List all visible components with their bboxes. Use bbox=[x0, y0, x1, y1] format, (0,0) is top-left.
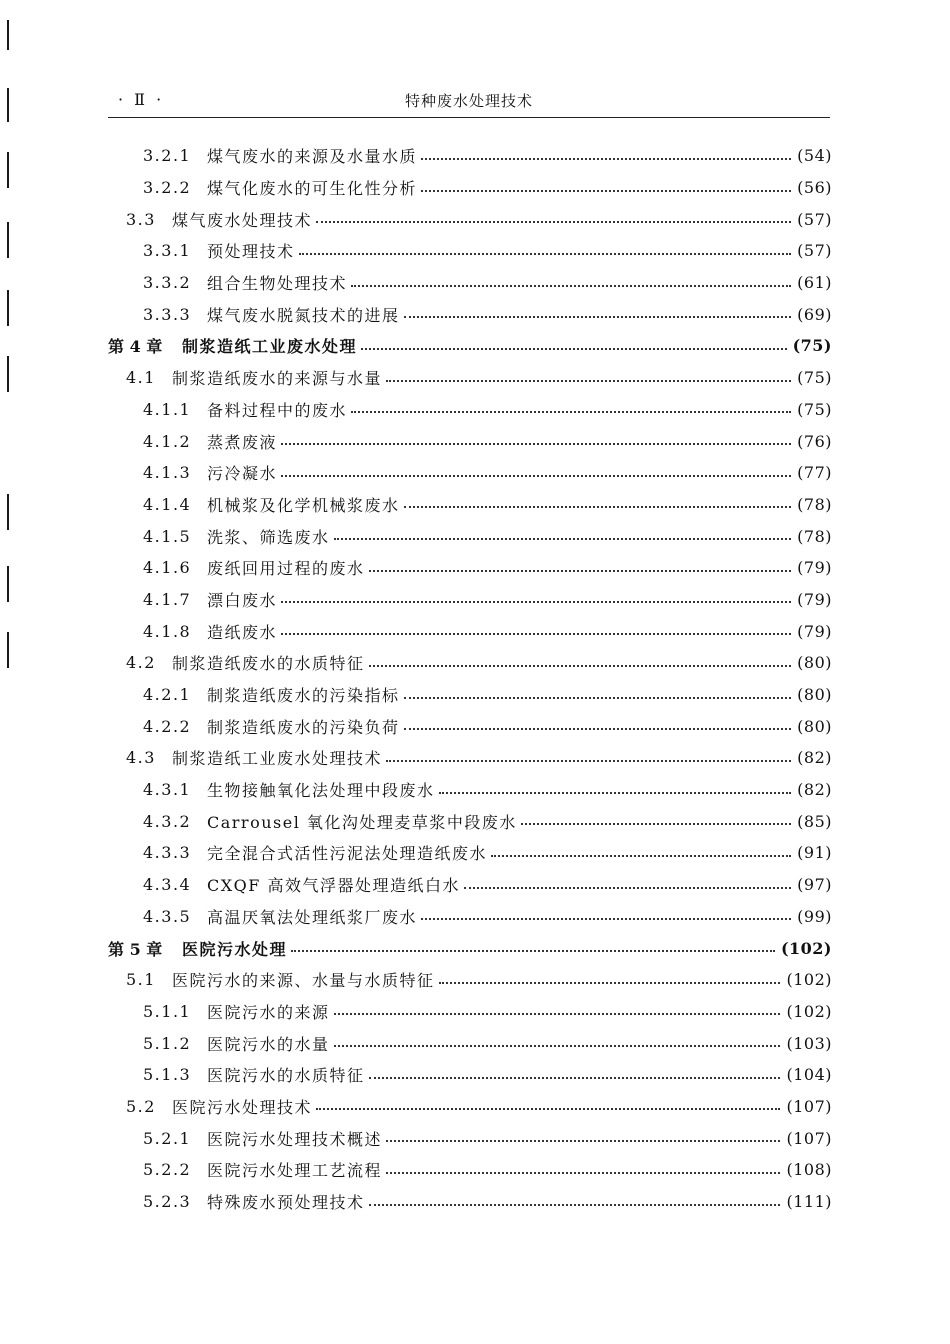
toc-entry-number: 4.3.5 bbox=[143, 906, 192, 926]
toc-entry-page: (102) bbox=[786, 970, 832, 990]
toc-entry-page: (54) bbox=[797, 146, 832, 166]
toc-dot-leader bbox=[281, 443, 791, 445]
toc-entry-page: (108) bbox=[786, 1160, 832, 1180]
toc-entry-sub bbox=[108, 172, 832, 204]
toc-entry-title: 煤气废水处理技术 bbox=[172, 210, 313, 230]
toc-entry-number: 3.3 bbox=[126, 209, 156, 229]
toc-entry-number: 第 5 章 bbox=[108, 939, 163, 959]
toc-dot-leader bbox=[369, 1077, 781, 1079]
toc-entry-number: 4.1.1 bbox=[143, 399, 192, 419]
toc-entry-number: 4.3.3 bbox=[143, 843, 192, 863]
toc-entry-sub bbox=[108, 710, 832, 742]
toc-dot-leader bbox=[386, 1140, 780, 1142]
toc-dot-leader bbox=[351, 411, 791, 413]
toc-entry-number: 4.3 bbox=[126, 748, 156, 768]
toc-dot-leader bbox=[521, 823, 791, 825]
toc-entry-sub bbox=[108, 520, 832, 552]
toc-entry-title: 制浆造纸工业废水处理 bbox=[182, 337, 358, 357]
toc-entry-title: 煤气废水脱氮技术的进展 bbox=[207, 305, 400, 325]
toc-entry-page: (85) bbox=[797, 811, 832, 831]
toc-dot-leader bbox=[281, 475, 791, 477]
scan-mark bbox=[7, 494, 9, 530]
toc-entry-page: (61) bbox=[797, 273, 832, 293]
toc-entry-sub bbox=[108, 298, 832, 330]
toc-entry-title: 组合生物处理技术 bbox=[207, 274, 348, 294]
toc-entry-number: 4.1.6 bbox=[143, 558, 192, 578]
scan-mark bbox=[7, 88, 9, 122]
toc-entry-page: (91) bbox=[797, 843, 832, 863]
toc-entry-sub bbox=[108, 235, 832, 267]
toc-entry-page: (80) bbox=[797, 685, 832, 705]
toc-entry-page: (57) bbox=[797, 209, 832, 229]
toc-entry-sub bbox=[108, 457, 832, 489]
toc-entry-number: 3.3.2 bbox=[143, 273, 192, 293]
toc-entry-sub bbox=[108, 837, 832, 869]
toc-entry-number: 4.3.2 bbox=[143, 811, 192, 831]
toc-entry-sub bbox=[108, 1154, 832, 1186]
toc-entry-number: 4.3.4 bbox=[143, 875, 192, 895]
toc-dot-leader bbox=[351, 285, 791, 287]
toc-dot-leader bbox=[421, 918, 791, 920]
toc-entry-chapter bbox=[108, 330, 832, 362]
header-book-title: 特种废水处理技术 bbox=[404, 92, 533, 110]
toc-entry-page: (79) bbox=[797, 558, 832, 578]
toc-entry-sub bbox=[108, 394, 832, 426]
toc-entry-sub bbox=[108, 425, 832, 457]
toc-entry-sub bbox=[108, 1186, 832, 1218]
page-header bbox=[108, 84, 830, 118]
toc-entry-title: 制浆造纸废水的水质特征 bbox=[172, 654, 365, 674]
toc-entry-title: 完全混合式活性污泥法处理造纸废水 bbox=[207, 844, 488, 864]
toc-entry-page: (69) bbox=[797, 304, 832, 324]
toc-entry-section bbox=[108, 742, 832, 774]
toc-entry-section bbox=[108, 362, 832, 394]
toc-entry-number: 4.2.1 bbox=[143, 685, 192, 705]
toc-entry-title: 污冷凝水 bbox=[207, 464, 278, 484]
toc-entry-number: 第 4 章 bbox=[108, 337, 163, 357]
toc-dot-leader bbox=[334, 1045, 781, 1047]
toc-entry-title: 煤气化废水的可生化性分析 bbox=[207, 179, 418, 199]
toc-dot-leader bbox=[404, 506, 792, 508]
header-page-number: · Ⅱ · bbox=[118, 90, 165, 109]
toc-entry-page: (76) bbox=[797, 431, 832, 451]
toc-entry-number: 5.1 bbox=[126, 970, 156, 990]
toc-dot-leader bbox=[404, 697, 792, 699]
toc-entry-page: (79) bbox=[797, 621, 832, 641]
toc-entry-title: Carrousel 氧化沟处理麦草浆中段废水 bbox=[207, 812, 517, 832]
toc-dot-leader bbox=[404, 316, 792, 318]
toc-entry-number: 3.3.3 bbox=[143, 304, 192, 324]
toc-entry-title: 备料过程中的废水 bbox=[207, 400, 348, 420]
toc-entry-title: 医院污水处理工艺流程 bbox=[207, 1161, 383, 1181]
toc-entry-number: 4.1 bbox=[126, 368, 156, 388]
toc-entry-sub bbox=[108, 901, 832, 933]
toc-entry-sub bbox=[108, 805, 832, 837]
toc-entry-title: 制浆造纸废水的来源与水量 bbox=[172, 369, 383, 389]
toc-entry-title: 预处理技术 bbox=[207, 242, 295, 262]
toc-entry-title: 制浆造纸废水的污染负荷 bbox=[207, 717, 400, 737]
toc-dot-leader bbox=[281, 601, 791, 603]
toc-entry-page: (77) bbox=[797, 463, 832, 483]
toc-entry-section bbox=[108, 1091, 832, 1123]
toc-entry-title: 医院污水的水量 bbox=[207, 1034, 330, 1054]
toc-entry-number: 4.2.2 bbox=[143, 716, 192, 736]
toc-entry-title: 生物接触氧化法处理中段废水 bbox=[207, 781, 435, 801]
toc-entry-number: 4.1.4 bbox=[143, 494, 192, 514]
toc-entry-page: (102) bbox=[786, 1001, 832, 1021]
toc-entry-page: (103) bbox=[786, 1033, 832, 1053]
toc-entry-number: 4.1.8 bbox=[143, 621, 192, 641]
toc-dot-leader bbox=[386, 1172, 780, 1174]
toc-dot-leader bbox=[361, 348, 787, 350]
toc-entry-page: (78) bbox=[797, 526, 832, 546]
toc-entry-title: 蒸煮废液 bbox=[207, 432, 278, 452]
toc-entry-title: CXQF 高效气浮器处理造纸白水 bbox=[207, 876, 460, 896]
toc-entry-page: (75) bbox=[797, 399, 832, 419]
toc-entry-page: (56) bbox=[797, 178, 832, 198]
toc-entry-page: (80) bbox=[797, 653, 832, 673]
toc-entry-page: (57) bbox=[797, 241, 832, 261]
toc-entry-sub bbox=[108, 552, 832, 584]
toc-entry-title: 特殊废水预处理技术 bbox=[207, 1193, 365, 1213]
toc-entry-section bbox=[108, 203, 832, 235]
toc-entry-sub bbox=[108, 869, 832, 901]
toc-entry-title: 制浆造纸工业废水处理技术 bbox=[172, 749, 383, 769]
toc-dot-leader bbox=[421, 158, 791, 160]
toc-entry-sub bbox=[108, 489, 832, 521]
scan-mark bbox=[7, 20, 9, 50]
toc-entry-page: (75) bbox=[797, 368, 832, 388]
toc-dot-leader bbox=[386, 760, 791, 762]
toc-entry-number: 4.1.5 bbox=[143, 526, 192, 546]
toc-dot-leader bbox=[369, 1204, 781, 1206]
toc-entry-number: 5.1.3 bbox=[143, 1065, 192, 1085]
toc-entry-page: (107) bbox=[786, 1128, 832, 1148]
toc-entry-page: (75) bbox=[792, 336, 832, 356]
scan-mark bbox=[7, 356, 9, 392]
toc-entry-title: 制浆造纸废水的污染指标 bbox=[207, 686, 400, 706]
toc-entry-title: 高温厌氧法处理纸浆厂废水 bbox=[207, 907, 418, 927]
toc-dot-leader bbox=[369, 570, 792, 572]
toc-entry-sub bbox=[108, 584, 832, 616]
toc-entry-page: (102) bbox=[780, 938, 832, 958]
toc-entry-number: 4.1.7 bbox=[143, 589, 192, 609]
toc-entry-number: 3.2.2 bbox=[143, 178, 192, 198]
scan-mark bbox=[7, 290, 9, 326]
toc-entry-title: 洗浆、筛选废水 bbox=[207, 527, 330, 547]
toc-entry-number: 3.3.1 bbox=[143, 241, 192, 261]
toc-entry-section bbox=[108, 647, 832, 679]
toc-entry-sub bbox=[108, 774, 832, 806]
toc-dot-leader bbox=[491, 855, 791, 857]
toc-entry-title: 医院污水处理 bbox=[182, 939, 288, 959]
toc-entry-sub bbox=[108, 996, 832, 1028]
toc-entry-number: 4.2 bbox=[126, 653, 156, 673]
toc-dot-leader bbox=[334, 1013, 781, 1015]
header-rule bbox=[108, 117, 830, 118]
toc-entry-section bbox=[108, 964, 832, 996]
toc-entry-sub bbox=[108, 615, 832, 647]
toc-entry-page: (104) bbox=[786, 1065, 832, 1085]
toc-entry-number: 5.2.3 bbox=[143, 1192, 192, 1212]
table-of-contents bbox=[108, 140, 832, 1217]
toc-entry-title: 废纸回用过程的废水 bbox=[207, 559, 365, 579]
toc-dot-leader bbox=[369, 665, 792, 667]
toc-entry-page: (99) bbox=[797, 906, 832, 926]
toc-entry-title: 医院污水的水质特征 bbox=[207, 1066, 365, 1086]
toc-entry-sub bbox=[108, 679, 832, 711]
toc-entry-number: 4.1.2 bbox=[143, 431, 192, 451]
scan-mark bbox=[7, 566, 9, 602]
toc-entry-number: 5.2 bbox=[126, 1096, 156, 1116]
toc-entry-number: 5.1.1 bbox=[143, 1001, 192, 1021]
toc-dot-leader bbox=[404, 728, 792, 730]
toc-entry-number: 5.2.2 bbox=[143, 1160, 192, 1180]
toc-dot-leader bbox=[421, 190, 791, 192]
scan-mark bbox=[7, 632, 9, 668]
toc-entry-number: 5.2.1 bbox=[143, 1128, 192, 1148]
toc-entry-title: 造纸废水 bbox=[207, 622, 278, 642]
toc-dot-leader bbox=[464, 887, 791, 889]
toc-entry-title: 机械浆及化学机械浆废水 bbox=[207, 495, 400, 515]
toc-entry-number: 4.1.3 bbox=[143, 463, 192, 483]
toc-entry-sub bbox=[108, 267, 832, 299]
toc-entry-page: (111) bbox=[786, 1192, 832, 1212]
toc-entry-title: 医院污水的来源 bbox=[207, 1002, 330, 1022]
toc-entry-sub bbox=[108, 140, 832, 172]
toc-dot-leader bbox=[439, 982, 781, 984]
toc-entry-title: 医院污水处理技术 bbox=[172, 1097, 313, 1117]
toc-dot-leader bbox=[291, 950, 775, 952]
toc-entry-page: (82) bbox=[797, 748, 832, 768]
toc-entry-page: (107) bbox=[786, 1096, 832, 1116]
toc-dot-leader bbox=[316, 1108, 780, 1110]
toc-entry-chapter bbox=[108, 932, 832, 964]
toc-entry-title: 煤气废水的来源及水量水质 bbox=[207, 147, 418, 167]
toc-entry-number: 4.3.1 bbox=[143, 780, 192, 800]
toc-dot-leader bbox=[439, 792, 792, 794]
toc-dot-leader bbox=[316, 221, 791, 223]
toc-entry-sub bbox=[108, 1027, 832, 1059]
toc-dot-leader bbox=[299, 253, 792, 255]
toc-entry-page: (97) bbox=[797, 875, 832, 895]
toc-entry-title: 漂白废水 bbox=[207, 590, 278, 610]
scan-mark bbox=[7, 222, 9, 258]
scan-mark bbox=[7, 152, 9, 188]
toc-entry-sub bbox=[108, 1122, 832, 1154]
toc-dot-leader bbox=[281, 633, 791, 635]
toc-entry-page: (82) bbox=[797, 780, 832, 800]
toc-dot-leader bbox=[386, 380, 791, 382]
toc-entry-page: (79) bbox=[797, 589, 832, 609]
toc-entry-title: 医院污水处理技术概述 bbox=[207, 1129, 383, 1149]
toc-entry-number: 3.2.1 bbox=[143, 146, 192, 166]
toc-entry-page: (80) bbox=[797, 716, 832, 736]
toc-entry-title: 医院污水的来源、水量与水质特征 bbox=[172, 971, 435, 991]
toc-entry-number: 5.1.2 bbox=[143, 1033, 192, 1053]
toc-dot-leader bbox=[334, 538, 792, 540]
toc-entry-sub bbox=[108, 1059, 832, 1091]
toc-entry-page: (78) bbox=[797, 494, 832, 514]
